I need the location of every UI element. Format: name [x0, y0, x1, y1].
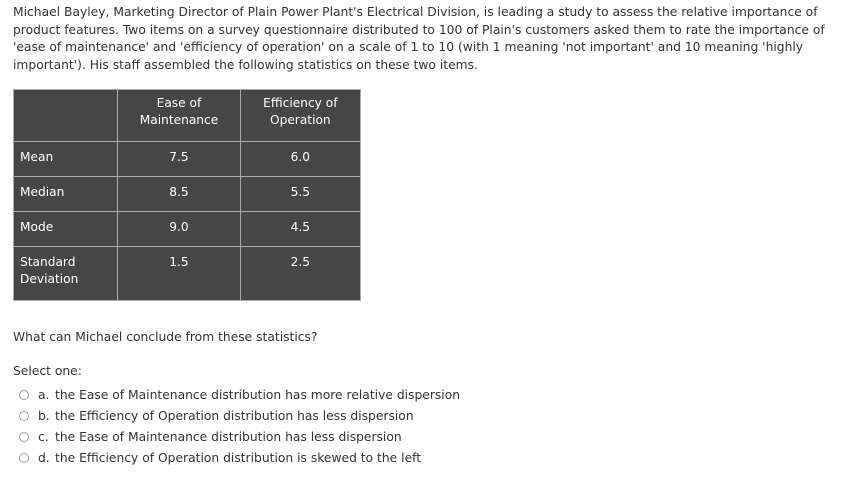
header-ease-of-maintenance	[118, 90, 240, 142]
statistics-table	[13, 89, 361, 301]
radio-button-c[interactable]	[19, 432, 29, 442]
cell-mode-ease: 9.0	[118, 212, 240, 247]
option-letter-b: b.	[38, 408, 50, 423]
radio-button-b[interactable]	[19, 411, 29, 421]
row-label-mode: Mode	[14, 212, 118, 247]
cell-median-ease: 8.5	[118, 177, 240, 212]
row-label-median: Median	[14, 177, 118, 212]
cell-mode-efficiency: 4.5	[240, 212, 360, 247]
cell-median-efficiency: 5.5	[240, 177, 360, 212]
cell-sd-efficiency: 2.5	[240, 247, 360, 301]
table-header-row	[14, 90, 361, 142]
row-label-sd-line1: Standard	[20, 255, 76, 269]
option-letter-c: c.	[38, 429, 49, 444]
cell-mean-efficiency: 6.0	[240, 142, 360, 177]
cell-mean-ease: 7.5	[118, 142, 240, 177]
radio-button-a[interactable]	[19, 390, 29, 400]
question-intro-text: Michael Bayley, Marketing Director of Plain Power Plant's Electrical Division, is leading a study to assess the relative importance of product features. Two items on a survey questionnaire distributed to 100 of Plain's customers asked them to rate the importance of 'ease of maintenance' and 'efficiency of operation' on a scale of 1 to 10 (with 1 meaning 'not important' and 10 meaning 'highly important'). His staff assembled the following statistics on these two items.	[13, 5, 825, 72]
cell-sd-ease: 1.5	[118, 247, 240, 301]
header-ease-line1: Ease of	[156, 96, 202, 110]
option-text-a[interactable]: the Ease of Maintenance distribution has more relative dispersion	[55, 387, 461, 402]
answer-option-a[interactable]	[19, 384, 460, 405]
header-efficiency-of-operation	[240, 90, 360, 142]
row-label-mean: Mean	[14, 142, 118, 177]
option-text-c[interactable]: the Ease of Maintenance distribution has less dispersion	[55, 429, 402, 444]
select-one-label: Select one:	[13, 364, 82, 378]
option-text-b[interactable]: the Efficiency of Operation distribution has less dispersion	[55, 408, 414, 423]
table-row-mode	[14, 212, 361, 247]
header-eff-line1: Efficiency of	[263, 96, 338, 110]
header-corner-cell	[14, 90, 118, 142]
table-row-mean	[14, 142, 361, 177]
answer-option-b[interactable]	[19, 405, 460, 426]
option-text-d[interactable]: the Efficiency of Operation distribution is skewed to the left	[55, 450, 422, 465]
question-prompt: What can Michael conclude from these statistics?	[13, 330, 318, 344]
option-letter-a: a.	[38, 387, 50, 402]
header-eff-line2: Operation	[269, 113, 331, 127]
row-label-standard-deviation	[14, 247, 118, 301]
answer-option-c[interactable]	[19, 426, 460, 447]
header-ease-line2: Maintenance	[139, 113, 219, 127]
table-row-median	[14, 177, 361, 212]
answer-option-d[interactable]	[19, 447, 460, 468]
row-label-sd-line2: Deviation	[20, 272, 79, 286]
answer-options	[19, 384, 460, 468]
radio-button-d[interactable]	[19, 453, 29, 463]
option-letter-d: d.	[38, 450, 50, 465]
table-row-standard-deviation	[14, 247, 361, 301]
